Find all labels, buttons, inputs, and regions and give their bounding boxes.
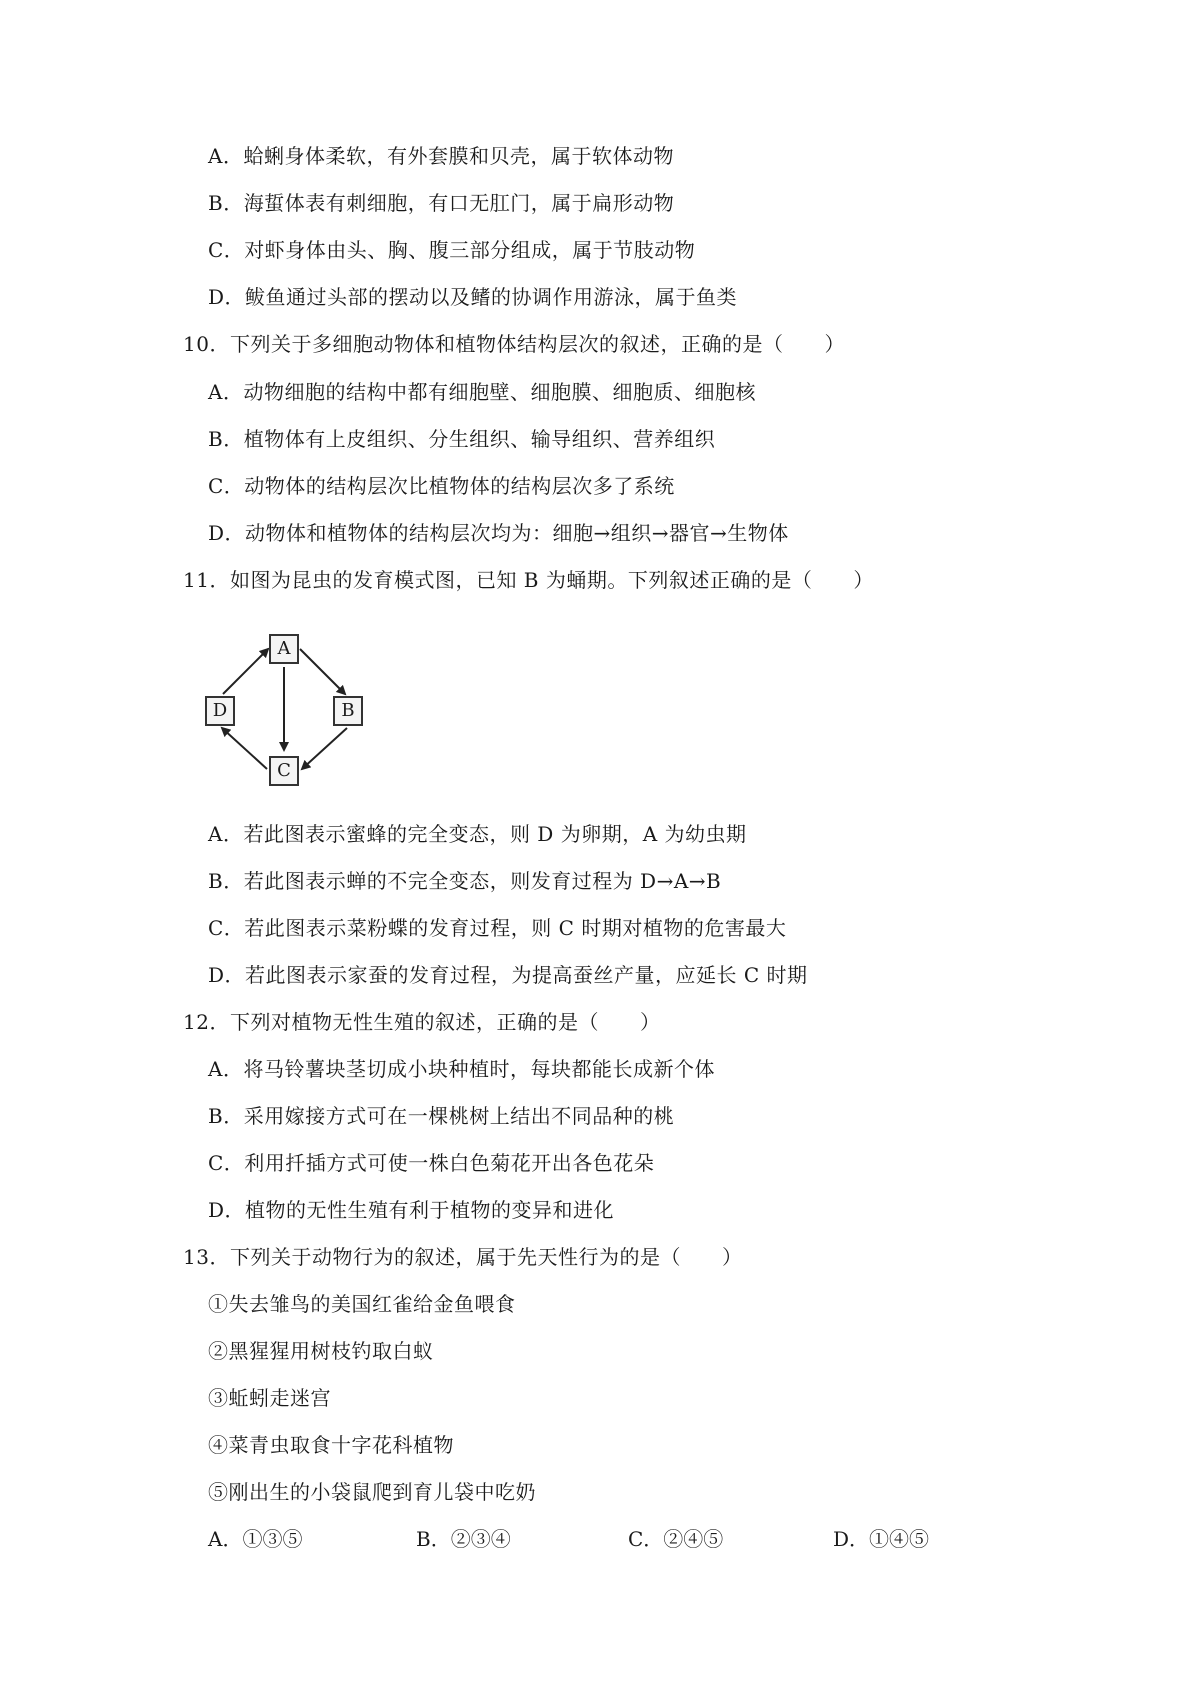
q11-option-d: D．若此图表示家蚕的发育过程，为提高蚕丝产量，应延长 C 时期 (208, 963, 808, 987)
q13-option-b: B．②③④ (416, 1527, 511, 1551)
q13-stem: 13．下列关于动物行为的叙述，属于先天性行为的是（ ） (183, 1245, 743, 1269)
q11-option-a: A．若此图表示蜜蜂的完全变态，则 D 为卵期，A 为幼虫期 (208, 822, 747, 846)
q12-option-d: D．植物的无性生殖有利于植物的变异和进化 (208, 1198, 615, 1222)
arrow-b-to-c (302, 728, 347, 769)
q10-option-c: C．动物体的结构层次比植物体的结构层次多了系统 (208, 474, 675, 498)
q9-option-c: C．对虾身体由头、胸、腹三部分组成，属于节肢动物 (208, 238, 696, 262)
q12-option-a: A．将马铃薯块茎切成小块种植时，每块都能长成新个体 (208, 1057, 715, 1081)
q12-stem: 12．下列对植物无性生殖的叙述，正确的是（ ） (183, 1010, 661, 1034)
q9-option-a: A．蛤蜊身体柔软，有外套膜和贝壳，属于软体动物 (208, 144, 674, 168)
node-c: C (269, 756, 299, 786)
q12-option-b: B．采用嫁接方式可在一棵桃树上结出不同品种的桃 (208, 1104, 675, 1128)
insect-development-diagram (205, 632, 405, 788)
node-a: A (269, 634, 299, 664)
q13-item-2: ②黑猩猩用树枝钓取白蚁 (208, 1339, 434, 1363)
node-d: D (205, 696, 235, 726)
q11-stem: 11．如图为昆虫的发育模式图，已知 B 为蛹期。下列叙述正确的是（ ） (183, 568, 874, 592)
q10-option-a: A．动物细胞的结构中都有细胞壁、细胞膜、细胞质、细胞核 (208, 380, 756, 404)
node-b: B (333, 696, 363, 726)
q10-option-b: B．植物体有上皮组织、分生组织、输导组织、营养组织 (208, 427, 716, 451)
q13-item-5: ⑤刚出生的小袋鼠爬到育儿袋中吃奶 (208, 1480, 536, 1504)
q11-option-b: B．若此图表示蝉的不完全变态，则发育过程为 D→A→B (208, 869, 722, 893)
arrow-a-to-b (300, 649, 345, 694)
q13-item-1: ①失去雏鸟的美国红雀给金鱼喂食 (208, 1292, 516, 1316)
q12-option-c: C．利用扦插方式可使一株白色菊花开出各色花朵 (208, 1151, 655, 1175)
q11-option-c: C．若此图表示菜粉蝶的发育过程，则 C 时期对植物的危害最大 (208, 916, 787, 940)
q13-option-d: D．①④⑤ (833, 1527, 930, 1551)
q10-stem: 10．下列关于多细胞动物体和植物体结构层次的叙述，正确的是（ ） (183, 332, 845, 356)
q13-option-c: C．②④⑤ (628, 1527, 724, 1551)
diagram-arrows (205, 632, 405, 788)
q9-option-d: D．鲅鱼通过头部的摆动以及鳍的协调作用游泳，属于鱼类 (208, 285, 738, 309)
q10-option-d: D．动物体和植物体的结构层次均为：细胞→组织→器官→生物体 (208, 521, 789, 545)
arrow-d-to-a (223, 649, 268, 694)
q13-option-a: A．①③⑤ (208, 1527, 303, 1551)
q9-option-b: B．海蜇体表有刺细胞，有口无肛门，属于扁形动物 (208, 191, 675, 215)
q13-item-3: ③蚯蚓走迷宫 (208, 1386, 331, 1410)
q13-item-4: ④菜青虫取食十字花科植物 (208, 1433, 454, 1457)
arrow-c-to-d (222, 728, 267, 769)
